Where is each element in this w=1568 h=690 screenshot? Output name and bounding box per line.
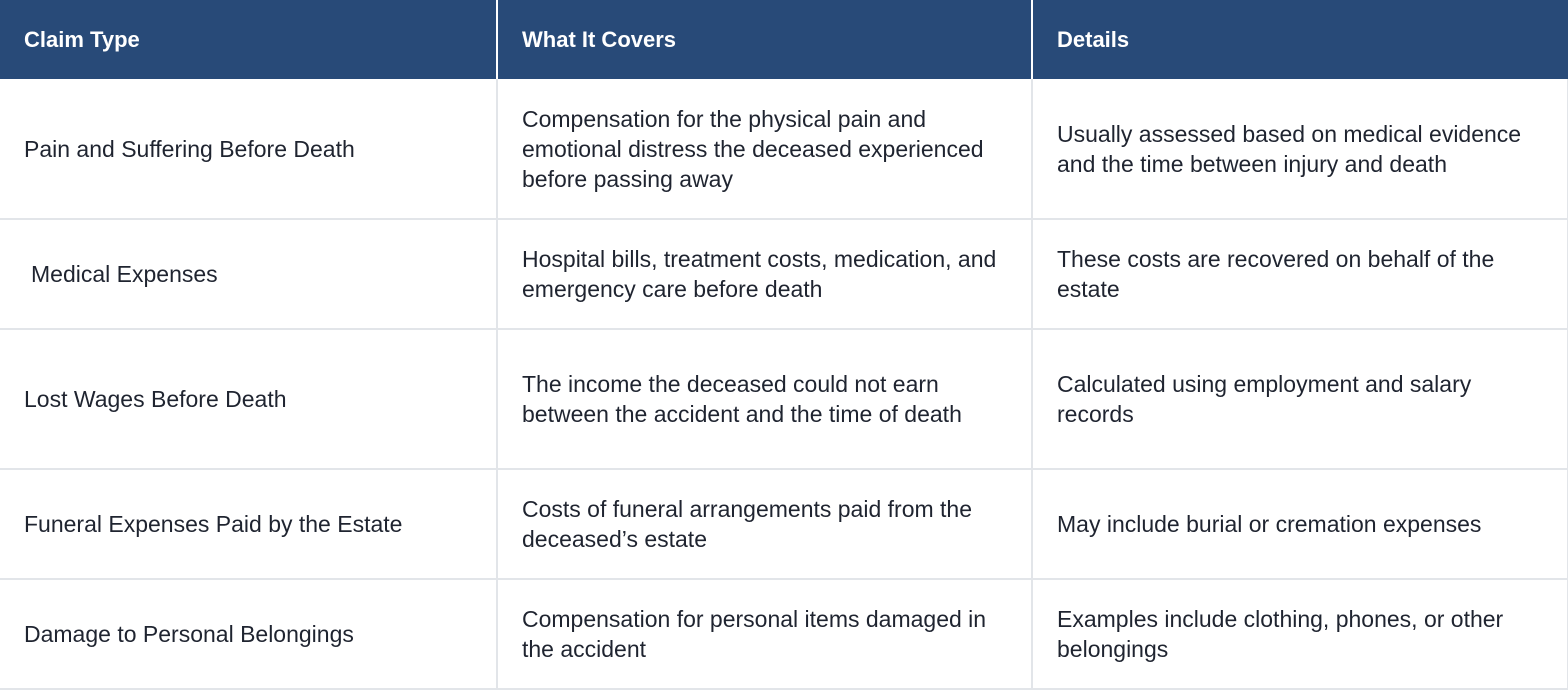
cell-covers: The income the deceased could not earn between the accident and the time of death	[497, 329, 1032, 469]
cell-details: Examples include clothing, phones, or other belongings	[1032, 579, 1568, 689]
cell-claim-type: Medical Expenses	[0, 219, 497, 329]
table-row	[0, 79, 1568, 219]
cell-claim-type: Pain and Suffering Before Death	[0, 79, 497, 219]
table-row	[0, 329, 1568, 469]
header-details: Details	[1032, 0, 1568, 79]
table-row	[0, 219, 1568, 329]
cell-details: May include burial or cremation expenses	[1032, 469, 1568, 579]
cell-claim-type: Funeral Expenses Paid by the Estate	[0, 469, 497, 579]
cell-covers: Compensation for personal items damaged in the accident	[497, 579, 1032, 689]
cell-covers: Hospital bills, treatment costs, medication, and emergency care before death	[497, 219, 1032, 329]
table-row	[0, 469, 1568, 579]
cell-covers: Compensation for the physical pain and emotional distress the deceased experienced before passing away	[497, 79, 1032, 219]
cell-claim-type: Lost Wages Before Death	[0, 329, 497, 469]
cell-covers: Costs of funeral arrangements paid from the deceased’s estate	[497, 469, 1032, 579]
table-row	[0, 579, 1568, 689]
cell-details: Usually assessed based on medical evidence and the time between injury and death	[1032, 79, 1568, 219]
header-row	[0, 0, 1568, 79]
table-header	[0, 0, 1568, 79]
cell-details: These costs are recovered on behalf of the estate	[1032, 219, 1568, 329]
header-what-it-covers: What It Covers	[497, 0, 1032, 79]
table-body	[0, 79, 1568, 689]
cell-details: Calculated using employment and salary records	[1032, 329, 1568, 469]
header-claim-type: Claim Type	[0, 0, 497, 79]
cell-claim-type: Damage to Personal Belongings	[0, 579, 497, 689]
